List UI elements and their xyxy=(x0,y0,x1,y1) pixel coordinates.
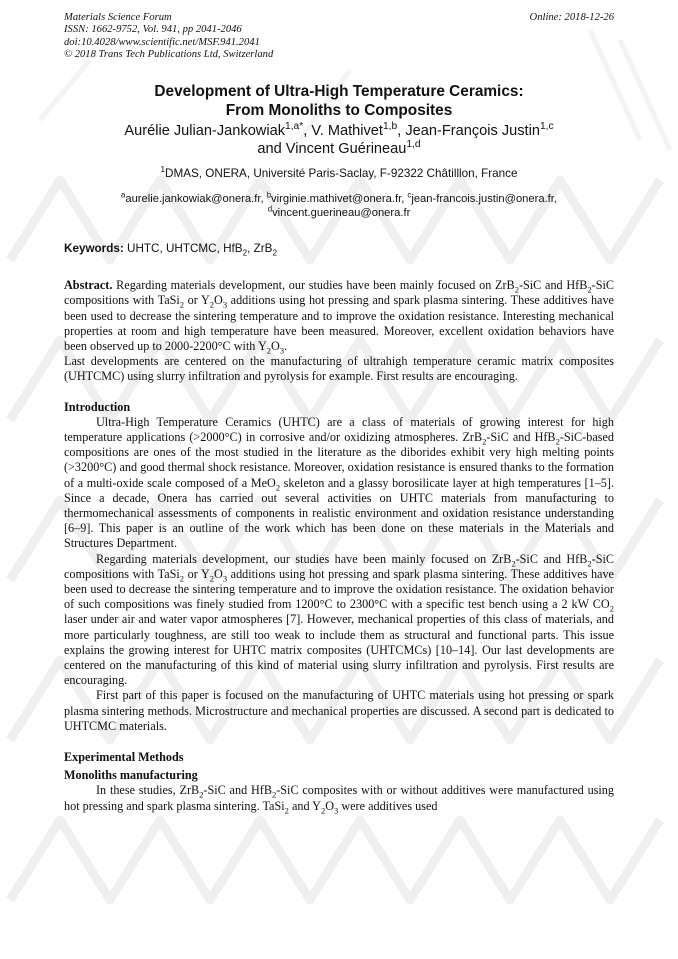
body-text: laser under air and water vapor atmospheres [7]. However, mechanical properties of this class of materials, and more particularly toughness, are still too weak to include them as structural and functional parts. This issue explains the growing interest for UHTC matrix composites (UHTCMCs) [10–14]. Our last developments are centered on the manufacturing of this kind of material using slurry infiltration and pyrolysis. First results are encouraging. xyxy=(64,612,614,688)
email-mark: a xyxy=(120,190,126,200)
subscript: 2 xyxy=(242,248,248,258)
email-link[interactable]: virginie.mathivet@onera.fr xyxy=(271,193,402,206)
body-text: additions using hot pressing and spark plasma sintering. These additives have been used to decrease the sintering temperature and to improve the oxidation resistance. The oxidation behavior of such compositions was finely studied from 1200°C to 2300°C with a specific test bench using a 2 kW CO xyxy=(64,566,614,612)
subscript: 2 xyxy=(514,284,519,295)
email-link[interactable]: aurelie.jankowiak@onera.fr xyxy=(125,193,261,206)
email-separator: , xyxy=(260,193,267,206)
subscript: 2 xyxy=(266,345,272,356)
affiliation-text: DMAS, ONERA, Université Paris-Saclay, F-92322 Châtilllon, France xyxy=(165,167,518,181)
subscript: 2 xyxy=(555,436,560,447)
keywords-text: UHTC, UHTCMC, HfB xyxy=(127,242,243,256)
affiliation xyxy=(64,167,614,181)
email-link[interactable]: jean-francois.justin@onera.fr xyxy=(411,193,554,206)
journal-name: Materials Science Forum xyxy=(64,12,172,23)
intro-paragraph-1 xyxy=(64,415,614,552)
abstract-text: -SiC compositions with TaSi xyxy=(64,278,614,308)
email-separator: , xyxy=(401,193,408,206)
intro-paragraph-2 xyxy=(64,552,614,689)
body-text: Regarding materials development, our studies have been mainly focused on ZrB xyxy=(96,551,512,566)
abstract-label: Abstract. xyxy=(64,278,113,293)
body-text: In these studies, ZrB xyxy=(96,783,200,798)
abstract-text: . xyxy=(284,339,288,353)
subscript: 2 xyxy=(271,789,277,800)
author-name: Aurélie Julian-Jankowiak xyxy=(124,123,286,140)
journal-header xyxy=(64,12,614,61)
subscript: 2 xyxy=(209,299,215,310)
email-link[interactable]: vincent.guerineau@onera.fr xyxy=(272,207,411,220)
author-name: V. Mathivet xyxy=(311,123,383,140)
author-list xyxy=(64,122,614,158)
subscript: 3 xyxy=(279,345,285,356)
paper-page xyxy=(64,12,614,814)
subsection-heading-monoliths: Monoliths manufacturing xyxy=(64,768,198,783)
abstract-text: Regarding materials development, our studies have been mainly focused on ZrB xyxy=(116,278,515,293)
keywords-text: , ZrB xyxy=(247,242,273,256)
abstract-text: O xyxy=(271,339,280,353)
body-text: O xyxy=(214,566,223,581)
abstract-text: or Y xyxy=(184,293,210,308)
body-text: -SiC composites with or without additives were manufactured using hot pressing and spark plasma sintering. TaSi xyxy=(64,783,614,813)
subscript: 2 xyxy=(587,558,592,569)
body-text: were additives used xyxy=(338,798,438,813)
subscript: 2 xyxy=(179,573,185,584)
abstract-text: additions using hot pressing and spark plasma sintering. These additives have been used to decrease the sintering temperature and to improve the oxidation resistance. Interesting mechanical properties at room and high temperature have been measured. Moreover, excellent oxidation behaviors have been observed up to 2000-2200°C with Y xyxy=(64,293,614,353)
subscript: 2 xyxy=(199,789,204,800)
online-date: Online: 2018-12-26 xyxy=(529,12,614,23)
body-text: -SiC and HfB xyxy=(515,551,588,566)
subscript: 2 xyxy=(587,284,592,295)
abstract xyxy=(64,278,614,384)
subscript: 2 xyxy=(179,299,185,310)
affiliation-mark: 1 xyxy=(160,165,166,175)
author-affil-mark: 1,b xyxy=(382,121,398,133)
abstract-paragraph-2: Last developments are centered on the manufacturing of ultrahigh temperature ceramic matrix composites (UHTCMC) using slurry infiltration and pyrolysis for example. First results are encouraging. xyxy=(64,354,614,384)
email-mark: c xyxy=(407,190,412,200)
subscript: 3 xyxy=(222,573,228,584)
experimental-body xyxy=(64,783,614,816)
subscript: 2 xyxy=(209,573,215,584)
doi-line[interactable]: doi:10.4028/www.scientific.net/MSF.941.2041 xyxy=(64,36,260,48)
author-emails xyxy=(64,192,614,220)
email-mark: b xyxy=(266,190,272,200)
paper-title xyxy=(64,82,614,120)
experimental-paragraph-1 xyxy=(64,783,614,816)
body-text: O xyxy=(325,798,335,813)
author-and: and xyxy=(257,141,282,158)
abstract-text: -SiC and HfB xyxy=(518,278,588,293)
keywords xyxy=(64,242,614,256)
author-affil-mark: 1,d xyxy=(406,139,421,151)
body-text: -SiC and HfB xyxy=(203,783,272,798)
issn-line: ISSN: 1662-9752, Vol. 941, pp 2041-2046 xyxy=(64,24,242,36)
email-separator: , xyxy=(553,193,558,206)
author-affil-mark: 1,a* xyxy=(285,121,304,133)
body-text: -SiC-based compositions are ones of the most studied in the literature as the diborides exhibit very high melting points (>3200°C) and good thermal shock resistance. Moreover, oxidation resistance is ensured thanks to the formation of a multi-oxide scale composed of a MeO xyxy=(64,430,614,490)
author-name: Vincent Guérineau xyxy=(285,141,407,158)
subscript: 3 xyxy=(222,299,228,310)
author-name: Jean-François Justin xyxy=(405,123,540,140)
subscript: 3 xyxy=(334,805,339,816)
intro-paragraph-3: First part of this paper is focused on the manufacturing of UHTC materials using hot pressing or spark plasma sintering methods. Microstructure and mechanical properties are discussed. A second part is dedicated to UHTCMC materials. xyxy=(64,688,614,733)
body-text: or Y xyxy=(184,566,210,581)
subscript: 2 xyxy=(609,603,614,614)
title-line-1: Development of Ultra-High Temperature Ceramics: xyxy=(154,83,524,101)
body-text: and Y xyxy=(288,798,321,813)
subscript: 2 xyxy=(284,805,289,816)
section-heading-experimental: Experimental Methods xyxy=(64,750,184,765)
abstract-text: O xyxy=(214,293,223,308)
author-separator: , xyxy=(397,123,406,140)
body-text: skeleton and a glassy borosilicate layer at high temperatures [1–5]. Since a decade, Onera has carried out several activities on UHTC materials from manufacturing to thermomechanical assessments of components in realistic environment and oxidation resistance understanding [6–9]. This paper is an outline of the work which has been done on these materials in the Materials and Structures Department. xyxy=(64,475,615,551)
copyright-line: © 2018 Trans Tech Publications Ltd, Switzerland xyxy=(64,48,274,60)
subscript: 2 xyxy=(275,482,281,493)
author-affil-mark: 1,c xyxy=(539,121,554,133)
body-text: Ultra-High Temperature Ceramics (UHTC) are a class of materials of growing interest for high temperature applications (>2000°C) in corrosive and/or oxidizing atmospheres. ZrB xyxy=(64,414,614,445)
subscript: 2 xyxy=(511,558,516,569)
body-text: -SiC compositions with TaSi xyxy=(64,551,614,581)
keywords-label: Keywords: xyxy=(64,242,124,256)
subscript: 2 xyxy=(272,248,278,258)
email-mark: d xyxy=(267,204,273,214)
subscript: 2 xyxy=(320,805,326,816)
body-text: -SiC and HfB xyxy=(486,430,556,445)
section-heading-introduction: Introduction xyxy=(64,399,131,414)
title-line-2: From Monoliths to Composites xyxy=(225,102,453,120)
author-separator: , xyxy=(303,123,312,140)
introduction-body xyxy=(64,415,614,734)
subscript: 2 xyxy=(482,436,487,447)
